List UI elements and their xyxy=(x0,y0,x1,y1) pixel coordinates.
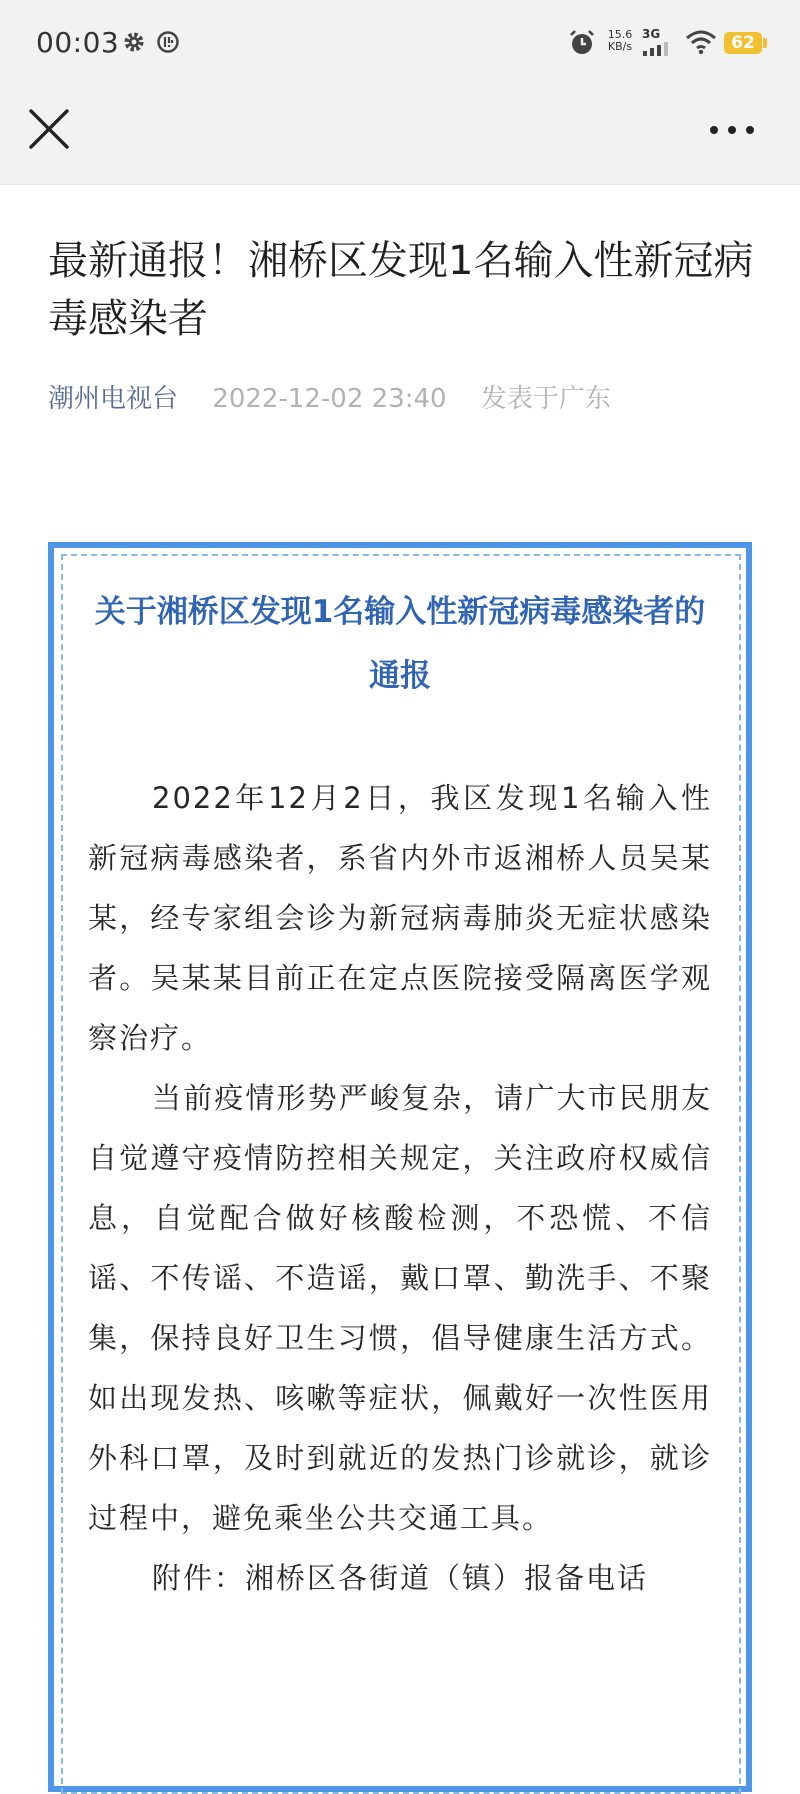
article-meta xyxy=(48,378,756,415)
net-speed-value: 15.6 xyxy=(607,28,633,41)
net-speed-unit: KB/s xyxy=(607,40,633,53)
gear-icon xyxy=(122,30,146,54)
notice-attachment: 附件：湘桥区各街道（镇）报备电话 xyxy=(152,1561,649,1595)
notice-paragraph: 2022年12月2日，我区发现1名输入性新冠病毒感染者，系省内外市返湘桥人员吴某某，经专家组会诊为新冠病毒肺炎无症状感染者。吴某某目前正在定点医院接受隔离医学观察治疗。 xyxy=(88,781,712,1055)
alarm-icon xyxy=(568,29,596,57)
battery-icon: 62 xyxy=(724,32,762,54)
network-type: 3G xyxy=(642,27,661,41)
wifi-icon xyxy=(685,29,717,55)
close-icon[interactable] xyxy=(26,106,72,152)
article-location: 发表于广东 xyxy=(480,384,611,414)
status-bar xyxy=(0,0,800,88)
net-speed xyxy=(602,29,638,53)
signal-icon xyxy=(643,42,673,56)
article-source-link[interactable]: 潮州电视台 xyxy=(48,384,179,414)
title-bar xyxy=(0,88,800,185)
article-title: 最新通报！湘桥区发现1名输入性新冠病毒感染者 xyxy=(48,238,754,342)
notice-paragraph: 当前疫情形势严峻复杂，请广大市民朋友自觉遵守疫情防控相关规定，关注政府权威信息，自觉配合做好核酸检测，不恐慌、不信谣、不传谣、不造谣，戴口罩、勤洗手、不聚集，保持良好卫生习惯，倡导健康生活方式。如出现发热、咳嗽等症状，佩戴好一次性医用外科口罩，及时到就近的发热门诊就诊，就诊过程中，避免乘坐公共交通工具。 xyxy=(88,1081,712,1535)
battery-cap xyxy=(763,38,767,48)
status-time: 00:03 xyxy=(36,26,120,59)
notice-body xyxy=(88,768,712,1608)
notice-title: 关于湘桥区发现1名输入性新冠病毒感染者的通报 xyxy=(94,594,706,694)
more-icon[interactable] xyxy=(706,108,760,152)
article-datetime: 2022-12-02 23:40 xyxy=(212,384,447,414)
circle-status-icon xyxy=(156,30,180,54)
